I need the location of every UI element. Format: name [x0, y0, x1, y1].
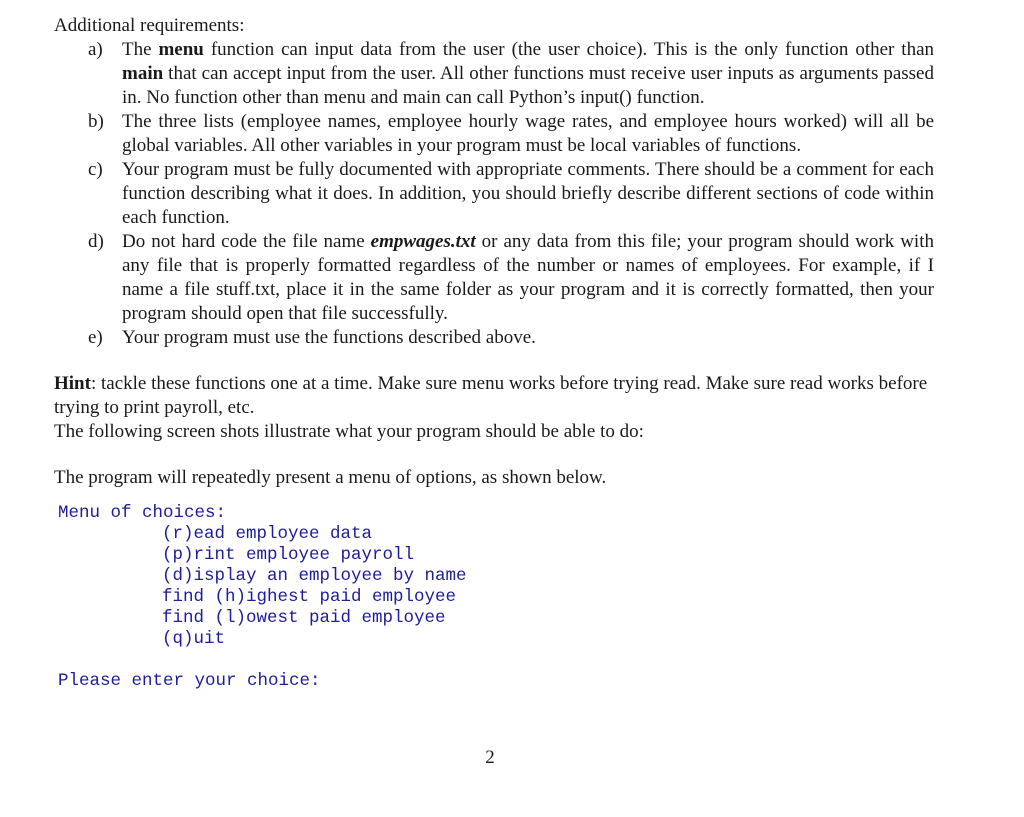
menu-option: (p)rint employee payroll [162, 545, 415, 565]
requirements-list [54, 38, 934, 350]
requirement-item [54, 326, 934, 350]
requirement-text: Your program must use the functions described above. [122, 327, 536, 348]
requirement-text: main [122, 63, 164, 84]
spacer [54, 444, 934, 466]
requirement-item [54, 110, 934, 158]
requirement-text: menu [158, 39, 204, 60]
menu-option: (r)ead employee data [162, 524, 373, 544]
requirement-marker: c) [88, 159, 103, 180]
requirement-text: empwages.txt [370, 231, 476, 252]
requirement-marker: e) [88, 327, 103, 348]
requirement-item [54, 38, 934, 110]
requirement-text: The three lists (employee names, employee hourly wage rates, and employee hours worked) will all be global variables. All other variables in your program must be local variables of functions. [122, 111, 934, 156]
requirement-marker: a) [88, 39, 103, 60]
hint-paragraph [54, 372, 934, 420]
menu-option: (d)isplay an employee by name [162, 566, 467, 586]
choice-prompt: Please enter your choice: [58, 671, 321, 691]
requirement-text: that can accept input from the user. All other functions must receive user inputs as arguments passed in. No function other than menu and main can call Python’s input() function. [122, 63, 934, 108]
menu-intro: The program will repeatedly present a menu of options, as shown below. [54, 467, 607, 488]
menu-options [162, 524, 934, 650]
requirement-text: The [122, 39, 159, 60]
hint-label: Hint [54, 373, 91, 394]
requirement-text: or any data from this file; your program should work with any file that is properly formatted regardless of the number or names of employees. For example, if I name a file stuff.txt, place it in the same folder as your program and it is correctly formatted, then your program should open that file successfully. [122, 231, 934, 324]
menu-option: find (l)owest paid employee [162, 608, 446, 628]
console-menu [58, 503, 934, 650]
screenshots-intro: The following screen shots illustrate what your program should be able to do: [54, 421, 644, 442]
menu-option: find (h)ighest paid employee [162, 587, 457, 607]
page-number: 2 [485, 747, 495, 768]
menu-title: Menu of choices: [58, 503, 227, 523]
requirement-marker: b) [88, 111, 104, 132]
requirement-marker: d) [88, 231, 104, 252]
requirement-text: Do not hard code the file name [122, 231, 371, 252]
requirement-item [54, 158, 934, 230]
section-heading: Additional requirements: [54, 15, 245, 36]
requirement-text: function can input data from the user (the user choice). This is the only function other than [203, 39, 935, 60]
requirement-item [54, 230, 934, 326]
hint-text: : tackle these functions one at a time. Make sure menu works before trying read. Make sure read works before trying to print payroll, etc. [54, 373, 928, 418]
menu-option: (q)uit [162, 629, 226, 649]
spacer [54, 350, 934, 372]
requirement-text: Your program must be fully documented with appropriate comments. There should be a comment for each function describing what it does. In addition, you should briefly describe different sections of code within each function. [122, 159, 934, 228]
document-page [54, 14, 934, 692]
